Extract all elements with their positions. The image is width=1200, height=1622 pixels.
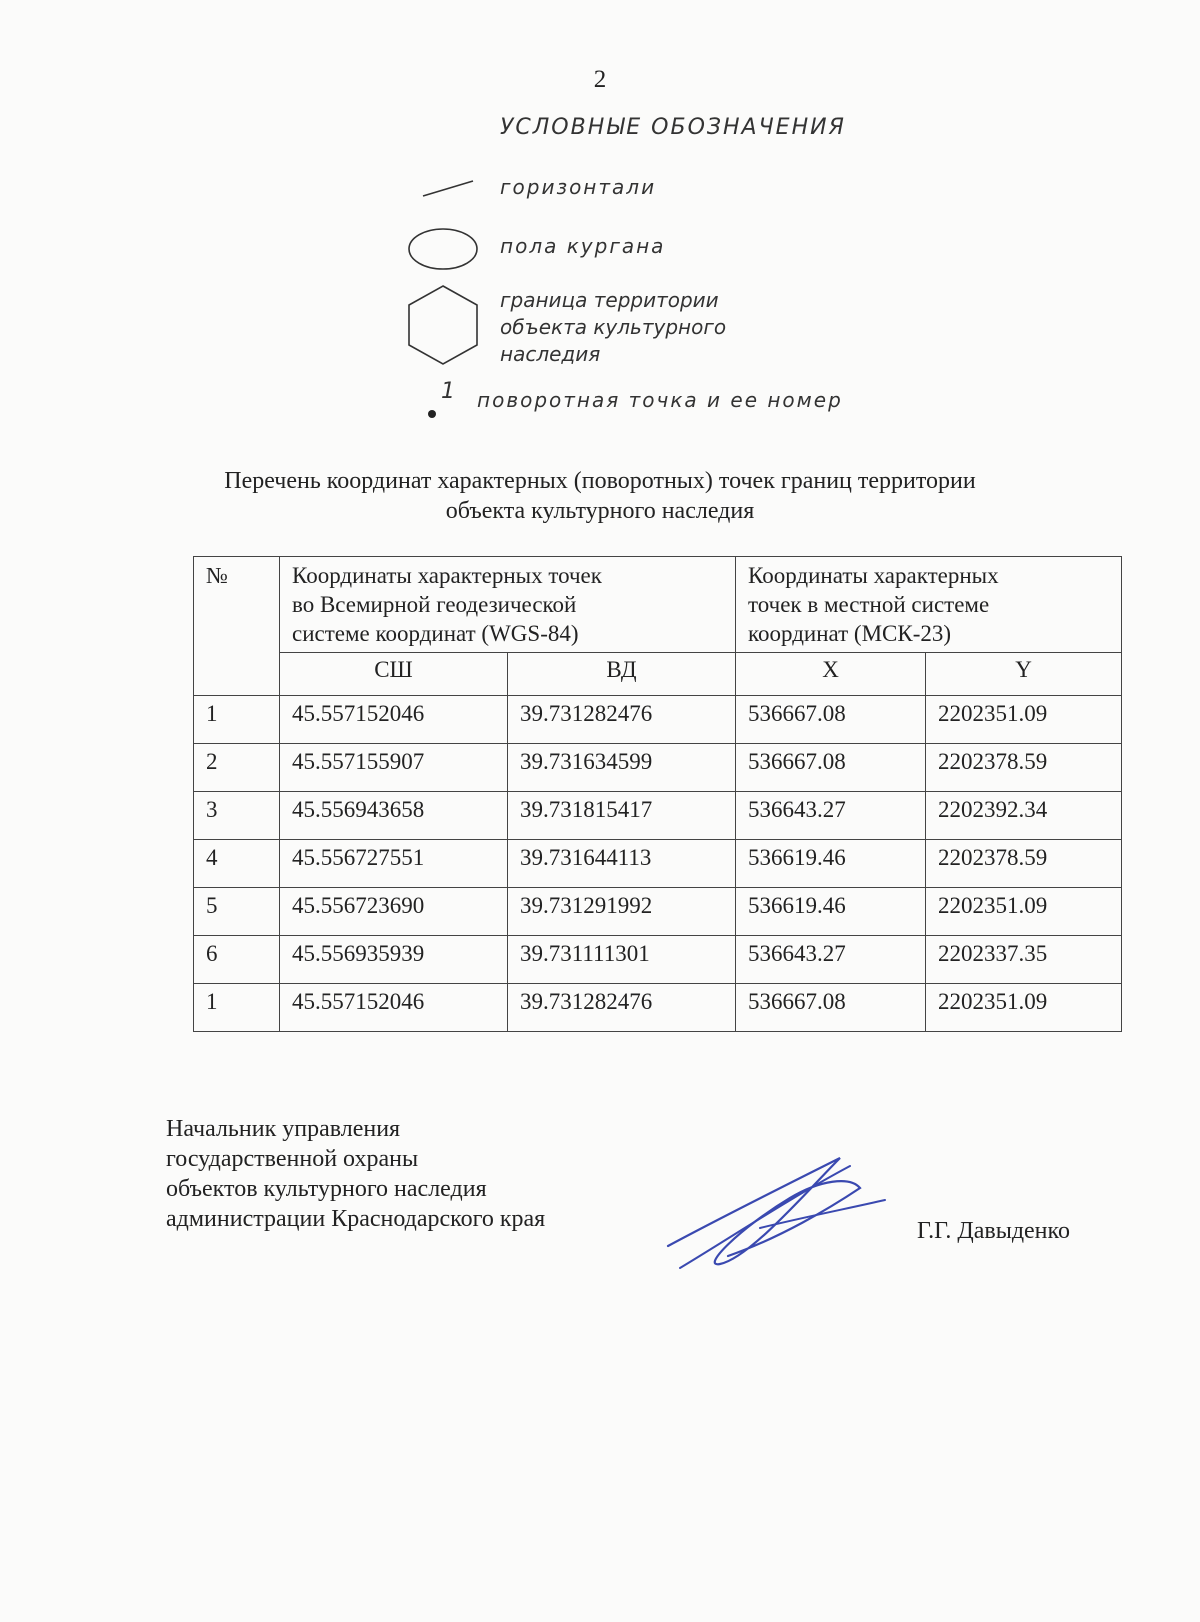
cell-x: 536643.27 xyxy=(736,792,926,840)
cell-longitude: 39.731282476 xyxy=(508,984,736,1032)
coordinates-table xyxy=(193,556,1122,1032)
cell-y: 2202351.09 xyxy=(926,984,1122,1032)
signatory-position: Начальник управления государственной охраны объектов культурного наследия администрации Краснодарского края xyxy=(166,1116,546,1232)
cell-number: 1 xyxy=(194,984,280,1032)
cell-latitude: 45.556727551 xyxy=(280,840,508,888)
cell-longitude: 39.731815417 xyxy=(508,792,736,840)
cell-number: 6 xyxy=(194,936,280,984)
legend-label-boundary: граница территории объекта культурного наследия xyxy=(500,288,727,366)
cell-x: 536667.08 xyxy=(736,984,926,1032)
handwritten-signature xyxy=(660,1148,890,1278)
cell-latitude: 45.556723690 xyxy=(280,888,508,936)
column-group-wgs84: Координаты характерных точек во Всемирной геодезической системе координат (WGS-84) xyxy=(280,557,736,653)
point-marker-icon xyxy=(426,408,438,420)
table-row xyxy=(194,744,1122,792)
cell-x: 536619.46 xyxy=(736,840,926,888)
column-group-msk23: Координаты характерных точек в местной системе координат (МСК-23) xyxy=(736,557,1122,653)
cell-longitude: 39.731634599 xyxy=(508,744,736,792)
table-row xyxy=(194,936,1122,984)
table-row xyxy=(194,696,1122,744)
column-header-latitude: СШ xyxy=(280,653,508,696)
cell-x: 536619.46 xyxy=(736,888,926,936)
cell-latitude: 45.556943658 xyxy=(280,792,508,840)
column-header-longitude: ВД xyxy=(508,653,736,696)
cell-longitude: 39.731291992 xyxy=(508,888,736,936)
legend-marker-number: 1 xyxy=(441,379,455,404)
cell-y: 2202351.09 xyxy=(926,888,1122,936)
table-row xyxy=(194,888,1122,936)
legend-label-mound: пола кургана xyxy=(500,234,666,258)
cell-number: 3 xyxy=(194,792,280,840)
legend-label-turning-point: поворотная точка и ее номер xyxy=(477,388,843,412)
cell-y: 2202351.09 xyxy=(926,696,1122,744)
cell-y: 2202378.59 xyxy=(926,840,1122,888)
table-row xyxy=(194,792,1122,840)
cell-y: 2202378.59 xyxy=(926,744,1122,792)
table-header-row xyxy=(194,557,1122,653)
cell-y: 2202392.34 xyxy=(926,792,1122,840)
cell-number: 2 xyxy=(194,744,280,792)
column-header-x: X xyxy=(736,653,926,696)
cell-y: 2202337.35 xyxy=(926,936,1122,984)
cell-number: 4 xyxy=(194,840,280,888)
legend-label-contours: горизонтали xyxy=(500,175,657,199)
page-number: 2 xyxy=(593,66,607,93)
contour-line-icon xyxy=(420,178,476,200)
ellipse-icon xyxy=(405,225,481,273)
hexagon-icon xyxy=(403,282,483,368)
cell-x: 536667.08 xyxy=(736,744,926,792)
signatory-name: Г.Г. Давыденко xyxy=(917,1218,1070,1244)
cell-longitude: 39.731282476 xyxy=(508,696,736,744)
cell-latitude: 45.557152046 xyxy=(280,984,508,1032)
cell-longitude: 39.731644113 xyxy=(508,840,736,888)
cell-latitude: 45.557152046 xyxy=(280,696,508,744)
cell-number: 1 xyxy=(194,696,280,744)
cell-latitude: 45.557155907 xyxy=(280,744,508,792)
cell-longitude: 39.731111301 xyxy=(508,936,736,984)
table-row xyxy=(194,984,1122,1032)
column-header-number: № xyxy=(194,557,280,696)
cell-number: 5 xyxy=(194,888,280,936)
cell-latitude: 45.556935939 xyxy=(280,936,508,984)
cell-x: 536643.27 xyxy=(736,936,926,984)
legend-title: УСЛОВНЫЕ ОБОЗНАЧЕНИЯ xyxy=(500,115,846,140)
table-row xyxy=(194,840,1122,888)
list-title: Перечень координат характерных (поворотных) точек границ территории объекта культурного наследия xyxy=(224,468,976,524)
table-subheader-row xyxy=(194,653,1122,696)
column-header-y: Y xyxy=(926,653,1122,696)
cell-x: 536667.08 xyxy=(736,696,926,744)
